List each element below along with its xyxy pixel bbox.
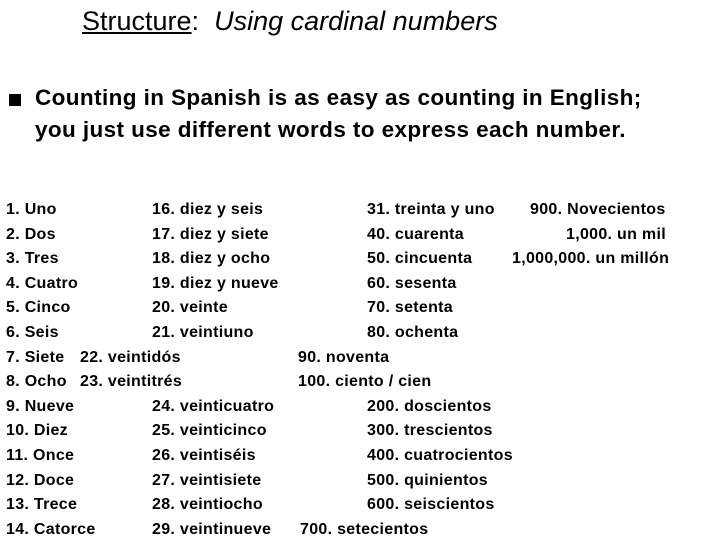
number-item: 14. Catorce [6,520,96,538]
number-item: 25. veinticinco [152,422,267,440]
number-item: 10. Diez [6,422,68,440]
number-item: 5. Cinco [6,299,71,317]
number-item: 7. Siete [6,348,65,366]
slide-title [82,6,498,37]
number-item: 17. diez y siete [152,225,269,243]
number-item: 20. veinte [152,299,228,317]
intro-text: Counting in Spanish is as easy as counting in English; you just use different words to express each number. [35,85,642,142]
number-item: 19. diez y nueve [152,274,279,292]
title-structure: Structure [82,6,192,36]
number-item: 3. Tres [6,250,59,268]
number-item: 40. cuarenta [367,225,464,243]
number-item: 4. Cuatro [6,274,79,292]
number-item: 900. Novecientos [530,201,666,218]
number-line [0,373,720,398]
number-item: 11. Once [6,446,75,464]
number-line [0,472,720,497]
number-item: 50. cincuenta [367,250,473,268]
number-item: 29. veintinueve [152,520,272,538]
number-item: 300. trescientos [367,422,493,440]
number-line [0,398,720,423]
number-item: 1. Uno [6,201,57,218]
number-item: 31. treinta y uno [367,201,495,218]
number-item: 90. noventa [298,348,390,366]
number-item: 2. Dos [6,225,56,243]
number-line [0,349,720,374]
number-item: 26. veintiséis [152,446,256,464]
number-item: 100. ciento / cien [298,373,432,391]
number-line [0,496,720,521]
number-item: 24. veinticuatro [152,397,275,415]
title-subtitle: Using cardinal numbers [214,6,498,36]
number-item: 18. diez y ocho [152,250,271,268]
number-line [0,226,720,251]
number-line [0,324,720,349]
number-item: 500. quinientos [367,471,488,489]
number-line [0,422,720,447]
number-item: 1,000. un mil [566,225,666,243]
number-line [0,299,720,324]
number-item: 80. ochenta [367,323,459,341]
number-item: 16. diez y seis [152,201,264,218]
number-item: 6. Seis [6,323,59,341]
number-item: 400. cuatrocientos [367,446,513,464]
number-line [0,275,720,300]
number-item: 9. Nueve [6,397,75,415]
number-item: 60. sesenta [367,274,457,292]
title-colon: : [191,6,200,36]
number-item: 12. Doce [6,471,75,489]
number-list [0,201,720,545]
number-item: 70. setenta [367,299,454,317]
number-item: 23. veintitrés [80,373,183,391]
number-item: 600. seiscientos [367,496,495,514]
number-item: 28. veintiocho [152,496,263,514]
number-item: 200. doscientos [367,397,492,415]
number-item: 700. setecientos [300,520,429,538]
number-item: 13. Trece [6,496,78,514]
number-item: 27. veintisiete [152,471,262,489]
number-item: 8. Ocho [6,373,67,391]
number-line [0,250,720,275]
number-item: 22. veintidós [80,348,181,366]
number-line [0,201,720,226]
number-item: 21. veintiuno [152,323,254,341]
bullet-square-icon [9,94,21,106]
number-line [0,447,720,472]
number-item: 1,000,000. un millón [512,250,670,268]
number-line [0,521,720,545]
